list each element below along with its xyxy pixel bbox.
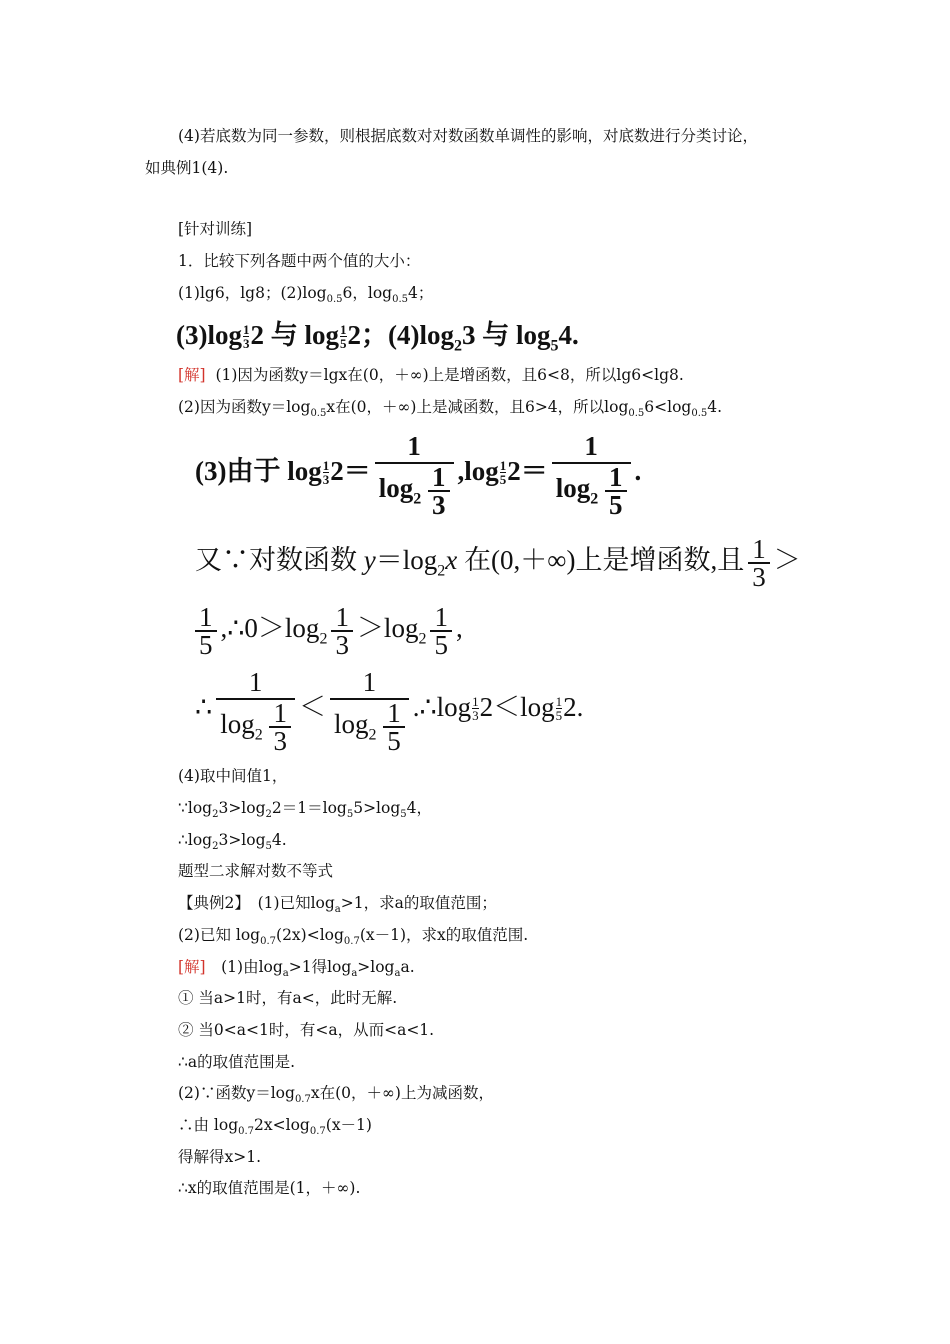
denominator [330,698,409,754]
fraction [216,666,295,754]
subscript: 2 [418,630,427,648]
fraction [340,323,347,350]
text: 5>log [353,799,401,817]
text: . [634,456,642,487]
text: >log [357,958,395,976]
example-2-line-2 [178,925,528,952]
text: (2x)<log [276,926,344,944]
text: (3)由于 log [195,456,322,487]
numerator: 1 [584,431,598,461]
solution-3-line-3 [195,598,463,669]
text: 2＝ [507,456,548,487]
denominator [375,462,454,518]
example-label: 【典例2】 [178,894,243,912]
text: x在(0，＋∞)上是减函数，且6>4，所以log [326,398,629,416]
solution-3-line-4 [195,666,583,754]
subscript: 5 [400,809,407,821]
text: 4； [408,284,434,302]
text: ∵log [178,799,213,817]
fraction [383,700,405,754]
numerator: 1 [362,667,377,697]
denominator [552,462,631,518]
denominator: 5 [430,630,452,658]
subscript: 0.5 [628,408,645,420]
numerator: 1 [609,462,623,492]
text: a. [400,958,415,976]
subscript: 2 [254,726,263,744]
text: log [555,473,591,504]
subscript: 5 [265,841,272,853]
text: .∴log [412,692,472,723]
solution-b-line-3 [178,1115,372,1142]
subscript: 2 [437,562,446,580]
subscript: 5 [550,337,559,355]
text: ＞ [773,545,801,575]
denominator: 5 [499,472,507,488]
solution-label: [解] [178,958,206,976]
fraction [330,666,409,754]
numerator: 1 [199,601,213,632]
text: (1)因为函数y＝lgx在(0，＋∞)上是增函数，且6<8，所以lg6<lg8. [215,366,684,384]
text: 4. [271,831,287,849]
solution-4-line-1: (4)取中间值1， [178,767,288,785]
subscript: 2 [413,490,422,508]
text: (1)已知log [242,894,335,912]
text: 在(0,＋∞)上是增函数,且 [457,545,745,575]
text: 4. [558,320,579,350]
subscript: 2 [265,809,272,821]
text: 3 与 log [461,320,551,350]
subscript: 0.7 [309,1126,326,1138]
text: 2 与 log [250,320,339,350]
text: , [455,613,463,643]
denominator: 3 [322,472,330,488]
text: 2. [563,692,584,723]
text: 3>log [218,831,266,849]
subscript: a [351,968,358,980]
denominator: 5 [605,490,627,518]
case-1: ① 当a>1时，有a<，此时无解. [178,989,398,1007]
question-1-items [178,283,433,310]
numerator: 1 [387,698,401,728]
subscript: 0.7 [260,936,277,948]
subscript: 0.5 [326,294,343,306]
numerator: 1 [752,533,766,564]
text: 3>log [218,799,266,817]
text: ＞log [356,613,419,643]
subscript: 2 [212,841,219,853]
text: (x－1) [325,1116,372,1134]
variable: y [363,545,376,575]
text: 4. [707,398,723,416]
subscript: 0.7 [343,936,360,948]
denominator: 3 [428,490,450,518]
text: (3)log [176,320,242,350]
fraction [748,533,770,592]
fraction [269,700,291,754]
fraction [430,601,452,660]
denominator: 5 [555,708,563,724]
subscript: 0.5 [392,294,408,306]
solution-line-1 [178,365,684,385]
text: log [333,709,369,740]
section-heading: 题型二求解对数不等式 [178,862,334,880]
denominator: 3 [331,630,353,658]
paragraph-line: (4)若底数为同一参数，则根据底数对对数函数单调性的影响，对底数进行分类讨论， [178,127,758,145]
fraction [375,430,454,518]
case-2: ② 当0<a<1时，有<a，从而<a<1. [178,1021,435,1039]
denominator: 5 [340,336,347,351]
denominator: 3 [472,708,479,724]
text: 2＝ [330,456,371,487]
fraction [331,601,353,660]
numerator: 1 [340,322,347,337]
solution-3-line-1 [195,430,641,518]
text: (x－1)，求x的取值范围. [359,926,529,944]
fraction [556,695,563,722]
solution-3-line-2 [195,530,801,601]
fraction [605,464,627,518]
text: 2＜log [479,692,555,723]
text: >1，求a的取值范围； [340,894,497,912]
numerator: 1 [555,694,563,710]
subscript: 0.7 [238,1126,255,1138]
text: ＜ [298,692,326,723]
text: 6，log [342,284,393,302]
denominator: 3 [269,726,291,754]
text: ,∴0＞log [220,613,320,643]
text: 又∵对数函数 [195,545,364,575]
numerator: 1 [407,431,421,461]
text: log [378,473,414,504]
denominator: 5 [195,630,217,658]
fraction [323,459,330,486]
text: 2＝1＝log [271,799,347,817]
subscript: 2 [319,630,328,648]
text: 6<log [644,398,692,416]
range-a: ∴a的取值范围是. [178,1053,296,1071]
numerator: 1 [499,458,507,474]
text: 4， [406,799,433,817]
subscript: 0.5 [310,408,327,420]
subscript: 2 [368,726,377,744]
text: >1得log [288,958,352,976]
numerator: 1 [434,601,448,632]
paragraph-line: 如典例1(4). [145,159,229,177]
numerator: 1 [432,462,446,492]
numerator: 1 [248,667,263,697]
solution-4-line-3 [178,830,287,857]
numerator: 1 [335,601,349,632]
denominator: 5 [383,726,405,754]
numerator: 1 [242,322,250,337]
text: (2)∵函数y＝log [178,1084,295,1102]
subscript: 2 [590,490,599,508]
text: 2；(4)log [347,320,454,350]
solution-b-line-2 [178,1083,494,1110]
question-1-math-image [176,318,579,363]
text: (1)lg6，lg8；(2)log [178,284,327,302]
numerator: 1 [472,694,479,710]
subscript: 5 [346,809,354,821]
solution-4-line-2 [178,798,432,825]
fraction [428,464,450,518]
solution-b-line-5: ∴x的取值范围是(1，＋∞). [178,1179,361,1197]
subscript: a [394,968,401,980]
text: (1)由log [205,958,283,976]
fraction [472,695,479,722]
question-1: 1．比较下列各题中两个值的大小： [178,252,421,270]
numerator: 1 [322,458,330,474]
subscript: a [334,904,341,916]
text: (2)因为函数y＝log [178,398,311,416]
solution-label: [解] [178,366,206,384]
solution-b-line-1 [178,957,415,984]
fraction [500,459,507,486]
fraction [195,601,217,660]
example-2-line-1 [178,893,497,920]
text: ∴log [178,831,213,849]
text: log [220,709,255,740]
text: 2x<log [254,1116,310,1134]
text: ,log [457,456,499,487]
subscript: a [282,968,289,980]
fraction [243,323,250,350]
solution-b-line-4: 得解得x>1. [178,1148,262,1166]
variable: x [445,545,458,575]
text: ＝log [375,545,438,575]
text: (2)已知 log [178,926,261,944]
text: ∴ [195,692,213,723]
denominator: 3 [242,336,250,351]
text: x在(0，＋∞)上为减函数， [310,1084,494,1102]
subscript: 0.5 [691,408,708,420]
text: ∴由 log [178,1116,239,1134]
section-heading: [针对训练] [178,220,253,238]
numerator: 1 [273,698,287,728]
subscript: 2 [212,809,219,821]
solution-line-2 [178,397,722,424]
fraction [552,430,631,518]
denominator: 3 [748,562,770,590]
subscript: 2 [453,337,462,355]
denominator [216,698,295,754]
subscript: 0.7 [294,1094,311,1106]
